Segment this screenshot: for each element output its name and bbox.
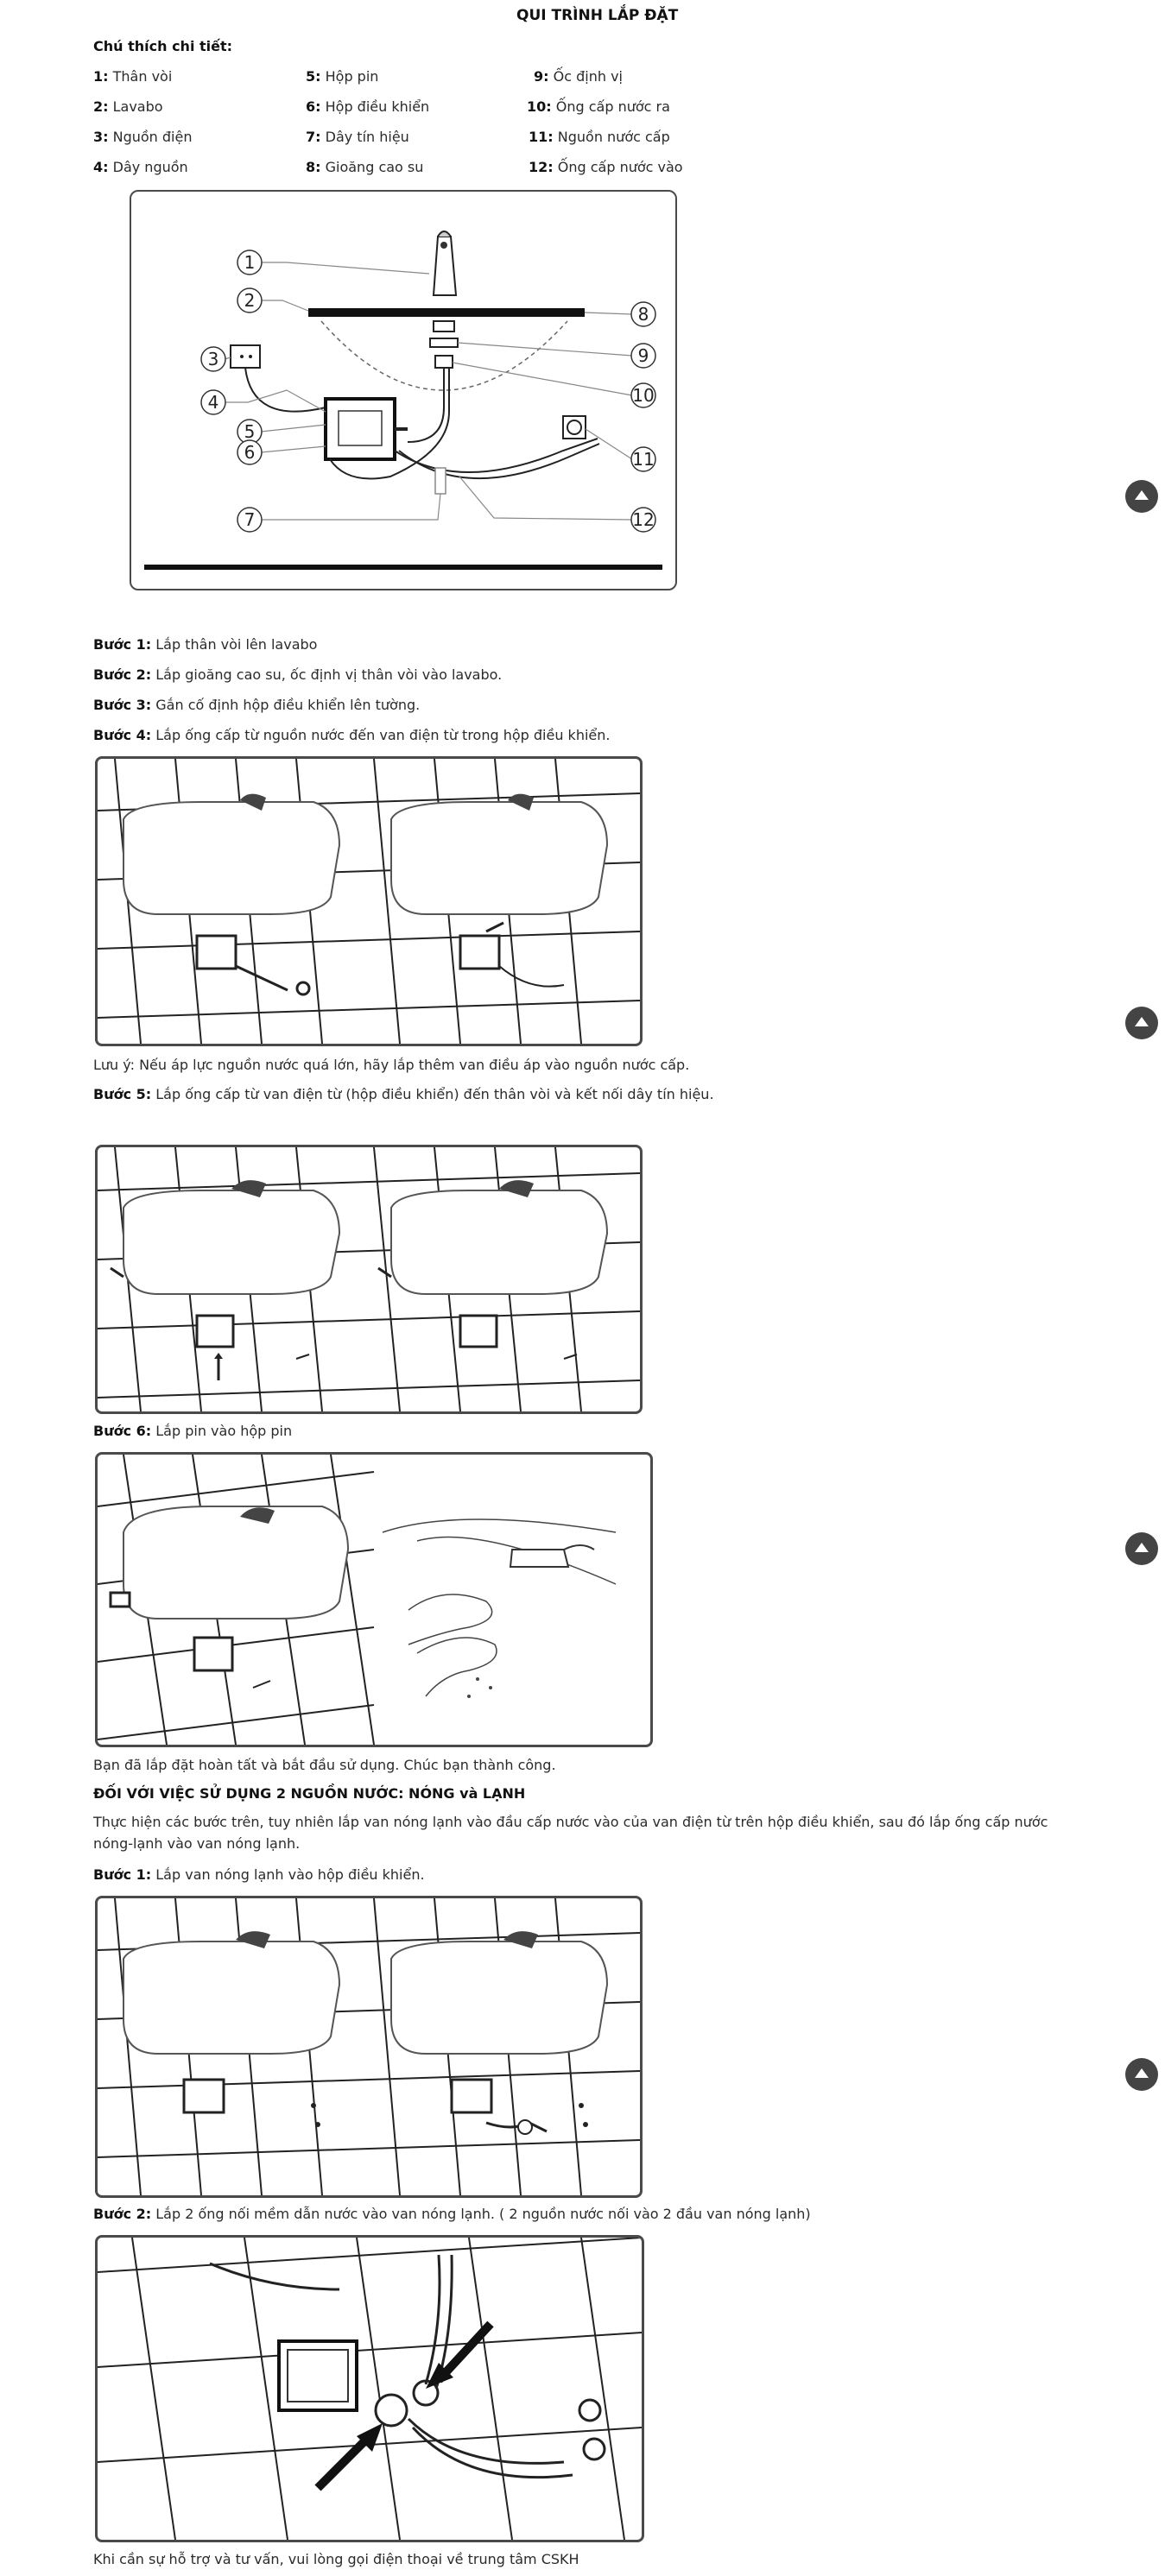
legend-item: 7: Dây tín hiệu: [306, 129, 409, 145]
step-4-illustration: [95, 756, 643, 1046]
step-6: Bước 6: Lắp pin vào hộp pin: [93, 1423, 293, 1439]
callout-9: 9: [637, 345, 649, 366]
dual-source-description: Thực hiện các bước trên, tuy nhiên lắp van nóng lạnh vào đầu cấp nước vào của van điện từ trên hộp điều khiển, sau đó lắp ống cấp nước nóng-lạnh vào van nóng lạnh.: [93, 1814, 1048, 1852]
footer-text: Khi cần sự hỗ trợ và tư vấn, vui lòng gọi điện thoại về trung tâm CSKH: [93, 2551, 579, 2567]
installation-diagram: [130, 190, 677, 590]
callout-7: 7: [244, 509, 256, 530]
callout-4: 4: [207, 392, 219, 413]
legend-item: 10: Ống cấp nước ra: [527, 98, 670, 115]
legend-heading: Chú thích chi tiết:: [93, 38, 233, 54]
scroll-top-button[interactable]: [1125, 1532, 1158, 1565]
callout-2: 2: [244, 290, 256, 311]
callout-5: 5: [244, 421, 256, 442]
callout-8: 8: [637, 304, 649, 325]
scroll-top-button[interactable]: [1125, 2058, 1158, 2091]
triangle-up-icon: [1135, 1017, 1149, 1026]
callout-1: 1: [244, 252, 256, 273]
legend-item: 12: Ống cấp nước vào: [529, 159, 683, 175]
dual-source-heading: ĐỐI VỚI VIỆC SỬ DỤNG 2 NGUỒN NƯỚC: NÓNG và LẠNH: [93, 1785, 526, 1802]
page-title: QUI TRÌNH LẮP ĐẶT: [516, 7, 679, 24]
legend-item: 6: Hộp điều khiển: [306, 98, 430, 115]
dual-step-2-illustration: [95, 2235, 644, 2542]
callout-10: 10: [632, 385, 655, 406]
step-6-illustration: [95, 1452, 653, 1747]
triangle-up-icon: [1135, 1543, 1149, 1552]
step-2: Bước 2: Lắp gioăng cao su, ốc định vị thân vòi vào lavabo.: [93, 666, 503, 683]
triangle-up-icon: [1135, 2068, 1149, 2078]
legend-item: 11: Nguồn nước cấp: [529, 129, 670, 145]
step-3: Bước 3: Gắn cố định hộp điều khiển lên tường.: [93, 697, 421, 713]
scroll-top-button[interactable]: [1125, 480, 1158, 513]
callout-6: 6: [244, 442, 256, 463]
legend-item: 9: Ốc định vị: [534, 68, 623, 85]
legend-item: 4: Dây nguồn: [93, 159, 188, 175]
legend-item: 8: Gioăng cao su: [306, 159, 424, 175]
dual-step-1-illustration: [95, 1896, 643, 2198]
note-text: Lưu ý: Nếu áp lực nguồn nước quá lớn, hãy lắp thêm van điều áp vào nguồn nước cấp.: [93, 1057, 690, 1073]
dual-step-2: Bước 2: Lắp 2 ống nối mềm dẫn nước vào van nóng lạnh. ( 2 nguồn nước nối vào 2 đầu van nóng lạnh): [93, 2206, 811, 2222]
step-4: Bước 4: Lắp ống cấp từ nguồn nước đến van điện từ trong hộp điều khiển.: [93, 727, 611, 743]
step-5: Bước 5: Lắp ống cấp từ van điện từ (hộp điều khiển) đến thân vòi và kết nối dây tín hiệu.: [93, 1086, 714, 1102]
legend-item: 3: Nguồn điện: [93, 129, 193, 145]
step-5-illustration: [95, 1145, 643, 1414]
done-text: Bạn đã lắp đặt hoàn tất và bắt đầu sử dụng. Chúc bạn thành công.: [93, 1757, 556, 1773]
step-1: Bước 1: Lắp thân vòi lên lavabo: [93, 636, 318, 653]
dual-step-1: Bước 1: Lắp van nóng lạnh vào hộp điều khiển.: [93, 1866, 425, 1883]
callout-3: 3: [207, 349, 219, 369]
legend-item: 2: Lavabo: [93, 98, 163, 115]
triangle-up-icon: [1135, 490, 1149, 500]
scroll-top-button[interactable]: [1125, 1007, 1158, 1039]
legend-item: 1: Thân vòi: [93, 68, 173, 85]
callout-12: 12: [632, 509, 655, 530]
callout-11: 11: [632, 449, 655, 470]
legend-item: 5: Hộp pin: [306, 68, 379, 85]
